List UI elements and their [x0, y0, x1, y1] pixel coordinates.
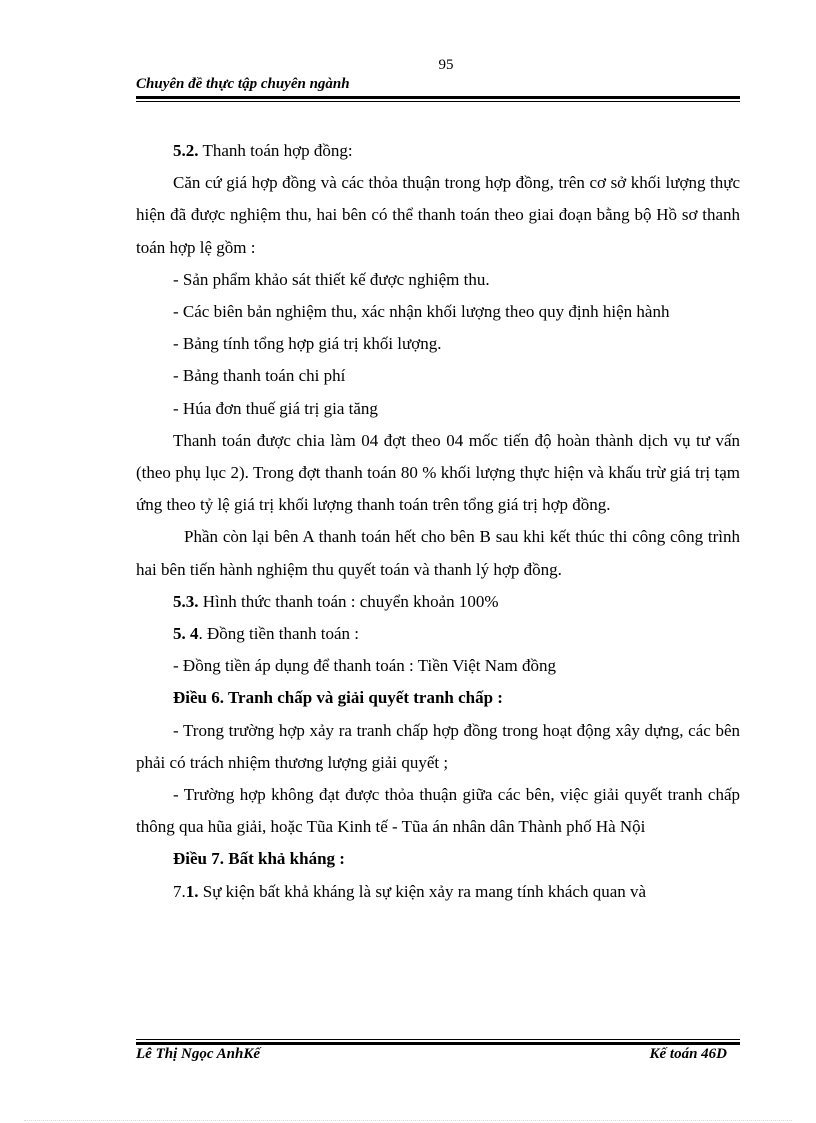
article-title: Điều 6. Tranh chấp và giải quyết tranh chấp :	[173, 688, 503, 708]
list-item: - Bảng thanh toán chi phí	[173, 366, 346, 386]
list-item: - Húa đơn thuế giá trị gia tăng	[173, 398, 378, 418]
footer-rule-thin	[136, 1039, 740, 1040]
section-number: 1.	[185, 881, 199, 901]
article-7-heading	[136, 843, 740, 875]
page-edge-dots	[24, 1120, 792, 1121]
section-text: Sự kiện bất khả kháng là sự kiện xảy ra mang tính khách quan và	[198, 881, 647, 901]
paragraph: Phần còn lại bên A thanh toán hết cho bên B sau khi kết thúc thi công công trình hai bên tiến hành nghiệm thu quyết toán và thanh lý hợp đồng.	[136, 527, 740, 579]
article-6-heading	[136, 682, 740, 714]
section-title: . Đồng tiền thanh toán :	[198, 624, 360, 644]
list-item: - Bảng tính tổng hợp giá trị khối lượng.	[173, 334, 442, 354]
page-number: 95	[438, 57, 454, 73]
footer-author: Lê Thị Ngọc AnhKế	[136, 1046, 261, 1062]
header-title: Chuyên đề thực tập chuyên ngành	[136, 76, 350, 92]
section-number: 5.3.	[173, 591, 199, 611]
section-5-2-heading	[136, 135, 740, 167]
section-5-3-heading	[136, 586, 740, 618]
section-7-1-paragraph	[136, 876, 740, 908]
section-number-prefix: 7.	[173, 881, 186, 901]
paragraph: Thanh toán được chia làm 04 đợt theo 04 mốc tiến độ hoàn thành dịch vụ tư vấn (theo phụ lục 2). Trong đợt thanh toán 80 % khối lượng thực hiện và khấu trừ giá trị tạm ứng theo tỷ lệ giá trị khối lượng thanh toán trên tổng giá trị hợp đồng.	[136, 430, 740, 515]
footer-course: Kế toán 46D	[649, 1046, 727, 1062]
footer-rule-thick	[136, 1042, 740, 1045]
header-rule-thin	[136, 101, 740, 102]
paragraph: - Trong trường hợp xảy ra tranh chấp hợp đồng trong hoạt động xây dựng, các bên phải có trách nhiệm thương lượng giải quyết ;	[136, 720, 740, 772]
paragraph: Căn cứ giá hợp đồng và các thỏa thuận trong hợp đồng, trên cơ sở khối lượng thực hiện đã được nghiệm thu, hai bên có thể thanh toán theo giai đoạn bằng bộ Hồ sơ thanh toán hợp lệ gồm :	[136, 173, 740, 257]
section-number: 5.2.	[173, 141, 199, 160]
list-item: - Đồng tiền áp dụng để thanh toán : Tiền Việt Nam đồng	[173, 656, 557, 676]
section-title: Thanh toán hợp đồng:	[198, 141, 353, 160]
article-title: Điều 7. Bất khả kháng :	[173, 849, 345, 869]
list-item: - Sản phẩm khảo sát thiết kế được nghiệm thu.	[173, 269, 490, 289]
document-body	[136, 135, 740, 908]
header-rule-thick	[136, 96, 740, 99]
section-5-4-heading	[136, 618, 740, 650]
section-title: Hình thức thanh toán : chuyển khoản 100%	[198, 591, 499, 611]
paragraph: - Trường hợp không đạt được thỏa thuận giữa các bên, việc giải quyết tranh chấp thông qua hũa giải, hoặc Tũa Kinh tế - Tũa án nhân dân Thành phố Hà Nội	[136, 785, 740, 837]
section-number: 5. 4	[173, 624, 199, 644]
list-item: - Các biên bản nghiệm thu, xác nhận khối lượng theo quy định hiện hành	[173, 302, 670, 322]
